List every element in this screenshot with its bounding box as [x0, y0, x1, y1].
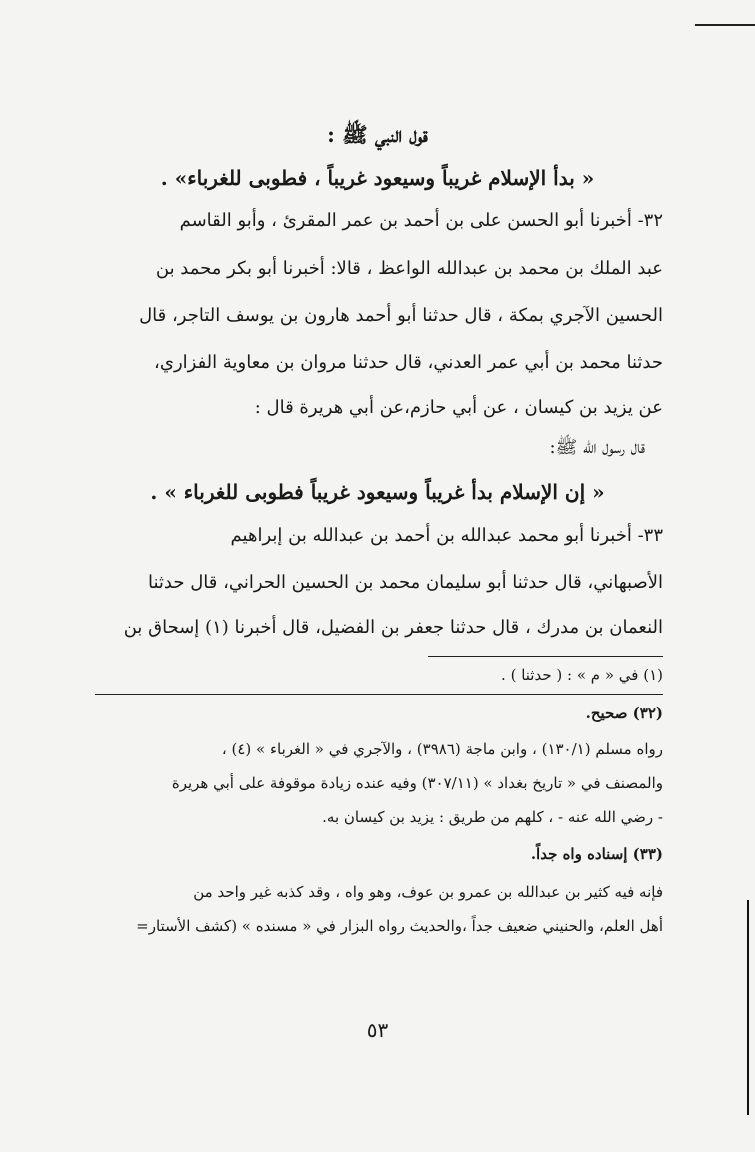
- footnote-line: رواه مسلم (١٣٠/١) ، وابن ماجة (٣٩٨٦) ، والآجري في « الغرباء » (٤) ،: [221, 740, 663, 758]
- footnote-heading-32: (٣٢) صحيح.: [585, 704, 663, 722]
- footnote-line: - رضي الله عنه - ، كلهم من طريق : يزيد بن كيسان به.: [322, 808, 663, 826]
- footnote-1: (١) في « م » : ( حدثنا ) .: [501, 666, 663, 684]
- text-line: عن يزيد بن كيسان ، عن أبي حازم،عن أبي هريرة قال :: [254, 397, 663, 418]
- footnote-separator: [95, 694, 663, 695]
- hadith-heading: « إن الإسلام بدأ غريباً وسيعود غريباً فطوبى للغرباء » .: [150, 480, 605, 504]
- text-line: حدثنا محمد بن أبي عمر العدني، قال حدثنا مروان بن معاوية الفزاري،: [154, 352, 663, 373]
- footnote-line: فإنه فيه كثير بن عبدالله بن عمرو بن عوف، وهو واه ، وقد كذبه غير واحد من: [193, 883, 663, 901]
- footnote-separator: [428, 656, 663, 657]
- text-line: عبد الملك بن محمد بن عبدالله الواعظ ، قالا: أخبرنا أبو بكر محمد بن: [155, 258, 663, 279]
- text-line: الحسين الآجري بمكة ، قال حدثنا أبو أحمد هارون بن يوسف التاجر، قال: [139, 305, 663, 326]
- text-line: ٣٢- أخبرنا أبو الحسن على بن أحمد بن عمر المقرئ ، وأبو القاسم: [179, 210, 663, 231]
- footnote-line: والمصنف في « تاريخ بغداد » (٣٠٧/١١) وفيه عنده زيادة موقوفة على أبي هريرة: [171, 774, 663, 792]
- footnote-line: أهل العلم، والحنيني ضعيف جداً ،والحديث رواه البزار في « مسنده » (كشف الأستار=: [136, 917, 663, 935]
- text-line: ٣٣- أخبرنا أبو محمد عبدالله بن أحمد بن عبدالله بن إبراهيم: [230, 525, 663, 546]
- text-line: النعمان بن مدرك ، قال حدثنا جعفر بن الفضيل، قال أخبرنا (١) إسحاق بن: [123, 617, 663, 638]
- text-line: الأصبهاني، قال حدثنا أبو سليمان محمد بن الحسين الحراني، قال حدثنا: [147, 572, 663, 593]
- page-number: ٥٣: [366, 1018, 389, 1042]
- section-title: قول النبي ﷺ :: [327, 122, 428, 147]
- hadith-heading: « بدأ الإسلام غريباً وسيعود غريباً ، فطوبى للغرباء» .: [160, 166, 595, 190]
- text-line: قال رسول الله ﷺ:: [549, 437, 645, 458]
- footnote-heading-33: (٣٣) إسناده واه جداً.: [530, 845, 663, 863]
